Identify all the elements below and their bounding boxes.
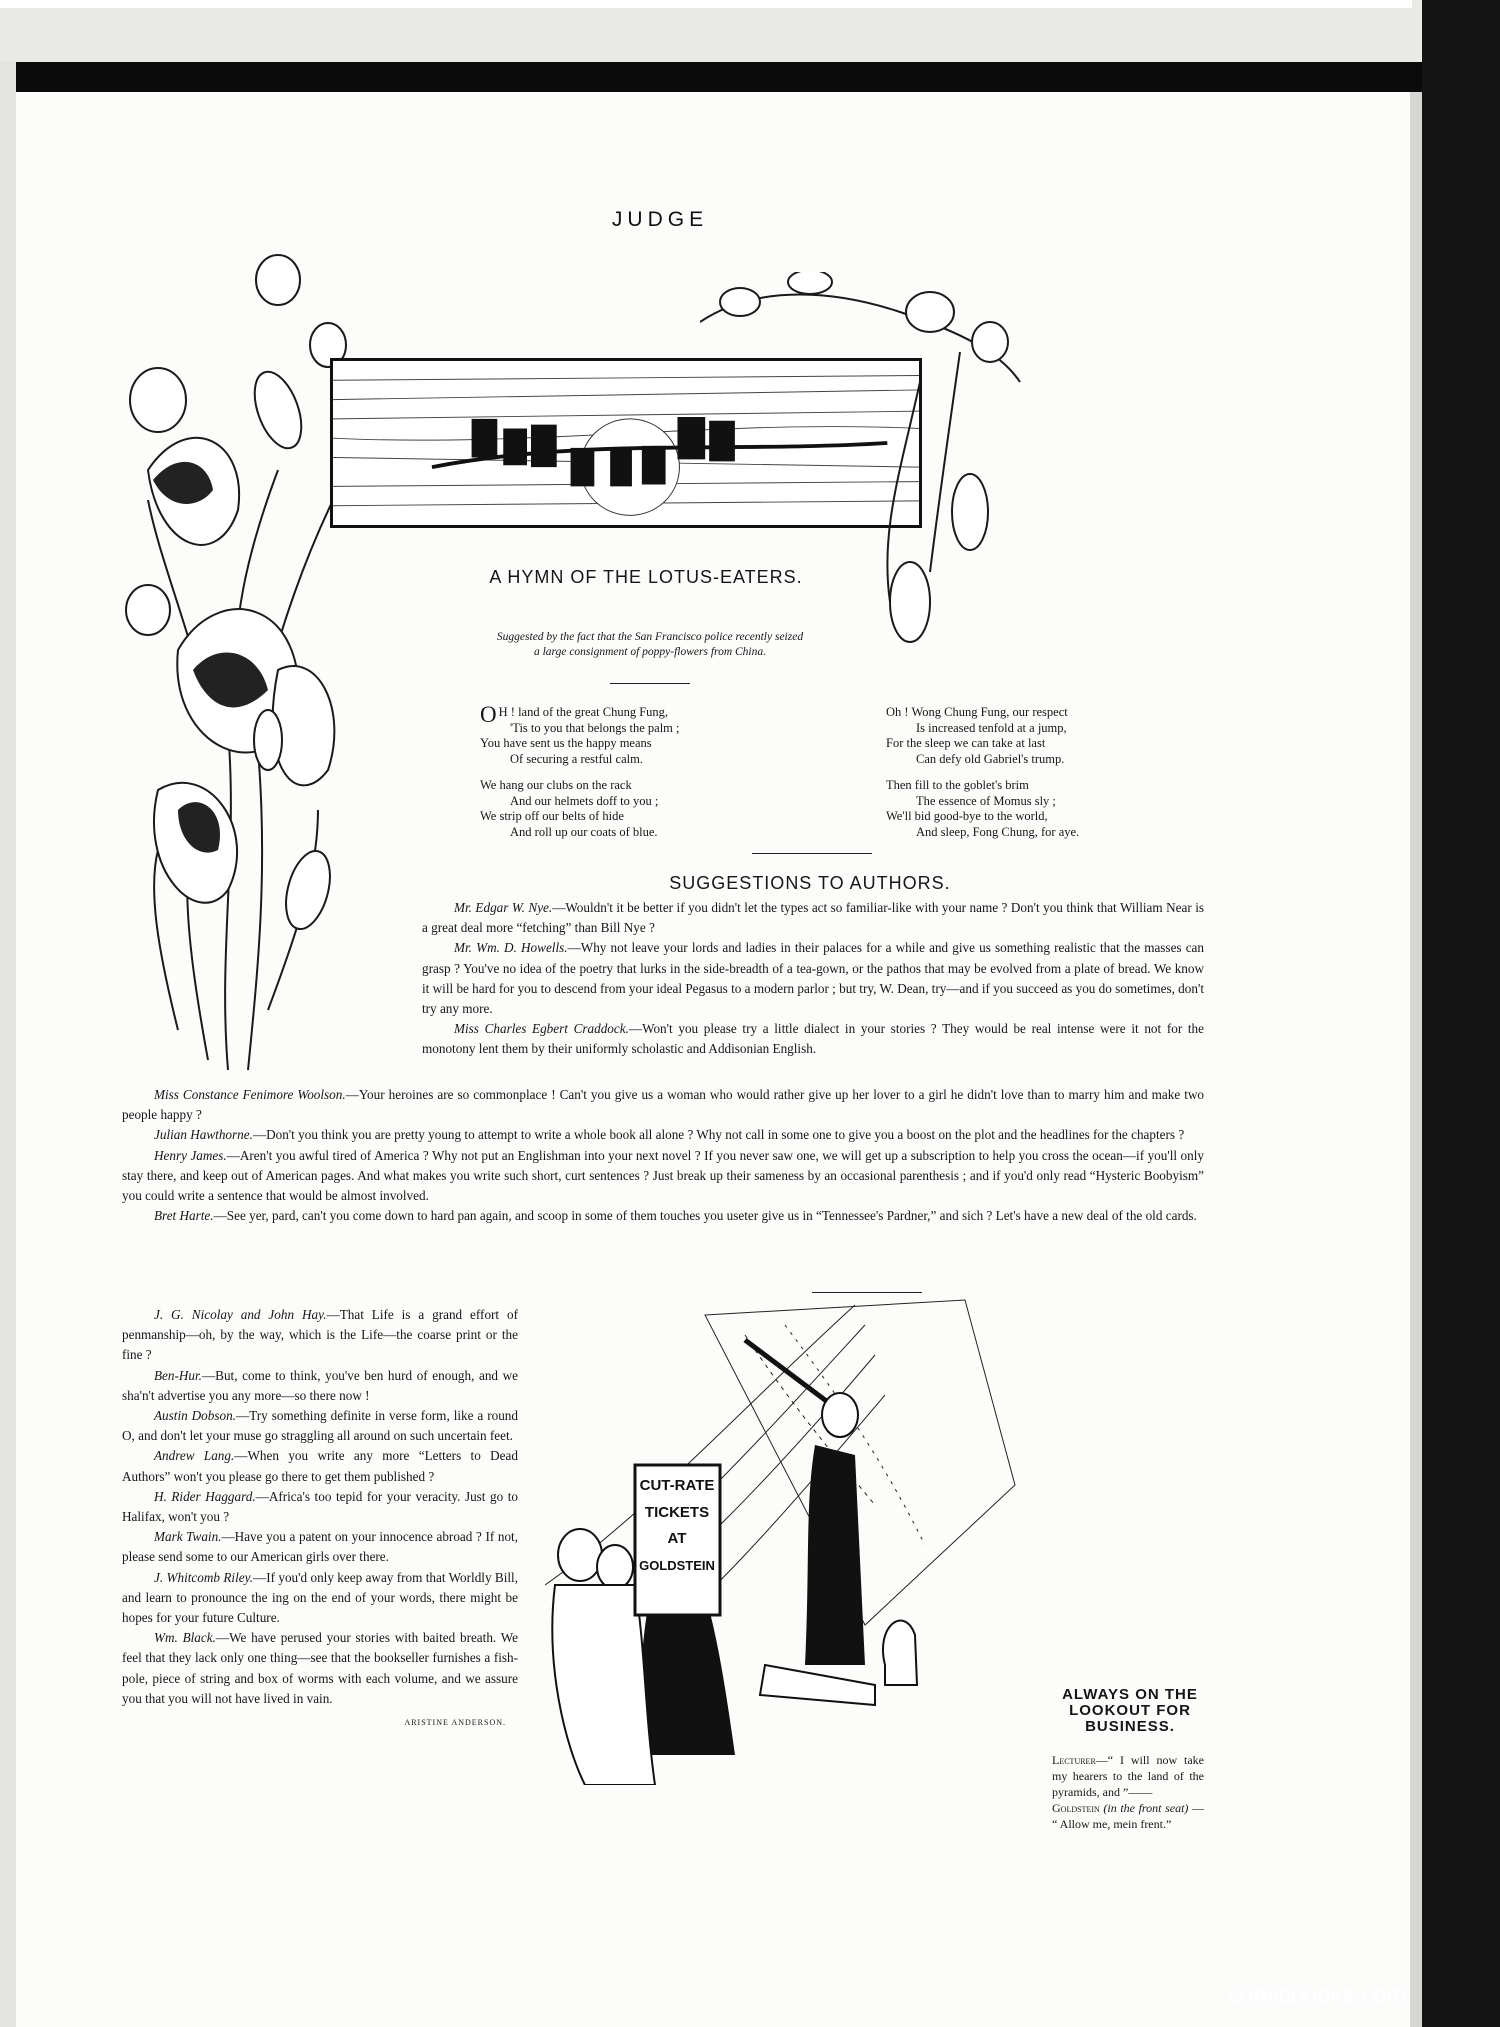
poem-stanza <box>886 705 1146 767</box>
suggestion-text: —If you'd only keep away from that Worldly Bill, and learn to pronounce the ing on the end of your words, there might be hopes for your future Culture. <box>122 1569 519 1626</box>
poem-line: For the sleep we can take at last <box>886 736 1046 750</box>
poem-stanza <box>480 778 740 840</box>
author-name: Ben-Hur. <box>154 1367 202 1383</box>
scan-right-border <box>1422 0 1500 2027</box>
poem-line: And our helmets doff to you ; <box>510 793 659 808</box>
suggestion-paragraph <box>422 1019 1204 1059</box>
author-name: Miss Charles Egbert Craddock. <box>454 1021 629 1037</box>
suggestion-paragraph <box>122 1366 518 1406</box>
poem-line: And sleep, Fong Chung, for aye. <box>916 824 1080 839</box>
suggestion-text: —When you write any more “Letters to Dead Authors” won't you please go there to get them published ? <box>122 1448 518 1484</box>
suggestion-text: —Africa's too tepid for your veracity. Just go to Halifax, won't you ? <box>122 1488 518 1525</box>
author-name: Bret Harte. <box>154 1208 214 1224</box>
suggestion-paragraph <box>122 1406 518 1446</box>
poem-line: Oh ! Wong Chung Fung, our respect <box>886 705 1068 719</box>
author-name: H. Rider Haggard. <box>154 1488 256 1504</box>
suggestions-block-upper <box>422 898 1204 1060</box>
section-title: SUGGESTIONS TO AUTHORS. <box>669 873 951 893</box>
divider-rule <box>610 683 690 684</box>
poem-subtitle <box>420 630 880 660</box>
speaker-label: Lecturer <box>1052 1753 1096 1767</box>
poem-line: H ! land of the great Chung Fung, <box>498 705 669 719</box>
poppy-border-illustration-right <box>700 272 1030 652</box>
author-name: J. Whitcomb Riley. <box>154 1569 254 1585</box>
poem-subtitle-line: a large consignment of poppy-flowers from China. <box>533 646 766 658</box>
poem-line: We hang our clubs on the rack <box>480 778 632 792</box>
suggestions-block-left-column <box>122 1305 518 1733</box>
poem-line: Then fill to the goblet's brim <box>886 778 1029 792</box>
suggestion-text: —Have you a patent on your innocence abroad ? If not, please send some to our American girls over there. <box>122 1529 518 1565</box>
suggestion-paragraph <box>122 1146 1204 1207</box>
poem-line: We'll bid good-bye to the world, <box>886 809 1048 823</box>
suggestion-paragraph <box>122 1305 518 1366</box>
suggestion-text: —Why not leave your lords and ladies in their palaces for a while and give us something realistic that the masses can grasp ? You've no idea of the poetry that lurks in the side-breadth of a tea-gown, or the pathos that may be evolved from a plate of bread. We know it will be hard for you to descend from your ideal Pegasus to a modern parlor ; but try, W. Dean, try—and if you succeed as you do sometimes, don't try any more. <box>422 940 1205 1017</box>
poem-column-right <box>886 705 1146 851</box>
sign-line: TICKETS <box>644 1504 710 1521</box>
suggestions-block-full <box>122 1085 1204 1226</box>
suggestion-paragraph <box>122 1527 518 1567</box>
speaker-label: Goldstein <box>1052 1801 1100 1815</box>
poem-stanza <box>886 778 1146 840</box>
site-watermark: comicbooks.com <box>1228 1982 1407 2009</box>
suggestion-paragraph <box>122 1125 1204 1145</box>
suggestion-paragraph <box>122 1085 1204 1125</box>
scan-left-shadow <box>0 62 16 2027</box>
author-name: Mr. Edgar W. Nye. <box>454 900 553 915</box>
suggestion-paragraph <box>122 1628 518 1709</box>
author-name: Wm. Black. <box>154 1630 216 1646</box>
dialogue-text: — “ Allow me, mein frent.” <box>1052 1801 1205 1831</box>
suggestion-text: —Aren't you awful tired of America ? Why not put an Englishman into your next novel ? If you never saw one, we will get up a subscription to help you cross the ocean—if you'll only stay there, and keep out of American pages. And what makes you write such short, curt sentences ? Just break up their sameness by an occasional parenthesis ; and if you'd only read “Hysteric Boobyism” you could write a sentence that would be almost involved. <box>122 1147 1204 1204</box>
suggestion-paragraph <box>422 938 1204 1019</box>
poem-line: We strip off our belts of hide <box>480 809 624 823</box>
scan-top-edge <box>0 0 1412 8</box>
poem-title: A HYMN OF THE LOTUS-EATERS. <box>489 567 803 587</box>
poem-subtitle-line: Suggested by the fact that the San Francisco police recently seized <box>496 631 804 643</box>
author-name: Mark Twain. <box>154 1529 222 1545</box>
divider-rule <box>752 853 872 854</box>
poem-stanza <box>480 702 740 767</box>
suggestion-paragraph <box>122 1487 518 1527</box>
author-name: Miss Constance Fenimore Woolson. <box>154 1087 346 1102</box>
suggestion-paragraph <box>122 1568 518 1629</box>
suggestion-text: —Don't you think you are pretty young to attempt to write a whole book all alone ? Why not call in some one to give you a boost on the plot and the headlines for the chapters ? <box>252 1127 1185 1143</box>
suggestion-text: —See yer, pard, can't you come down to hard pan again, and scoop in some of them touches you useter give us in “Tennessee's Pardner,” and sich ? Let's have a new deal of the old cards. <box>213 1208 1197 1224</box>
poem-line: Is increased tenfold at a jump, <box>916 720 1067 735</box>
signature: ARISTINE ANDERSON. <box>404 1718 506 1728</box>
dialogue-text: —“ I will now take my hearers to the land of the pyramids, and ”—— <box>1052 1753 1204 1799</box>
suggestion-paragraph <box>122 1446 518 1486</box>
poem-line: 'Tis to you that belongs the palm ; <box>510 720 680 735</box>
poppy-illustration <box>118 250 348 1070</box>
author-name: Henry James. <box>154 1147 227 1163</box>
poem-column-left <box>480 702 740 851</box>
suggestion-paragraph <box>422 898 1204 938</box>
caption-dialogue <box>1052 1752 1204 1800</box>
suggestion-text: —Wouldn't it be better if you didn't let the types act so familiar-like with your name ? Don't you think that William Near is a great deal more “fetching” than Bill Nye ? <box>422 900 1204 936</box>
caption-dialogue <box>1052 1800 1204 1832</box>
suggestion-text: —That Life is a grand effort of penmanship—oh, by the way, which is the Life—the coarse print or the fine ? <box>122 1307 518 1363</box>
poem-line: And roll up our coats of blue. <box>510 824 658 839</box>
masthead: JUDGE <box>611 208 709 231</box>
page-edge <box>1410 92 1422 2027</box>
sign-line: GOLDSTEIN <box>639 1558 715 1573</box>
poem-line: The essence of Momus sly ; <box>916 793 1056 808</box>
sign-line: CUT-RATE <box>639 1477 715 1494</box>
author-name: J. G. Nicolay and John Hay. <box>154 1307 327 1322</box>
cartoon-caption <box>1052 1752 1204 1832</box>
poem-line: Can defy old Gabriel's trump. <box>916 751 1065 766</box>
sign-line: AT <box>667 1530 687 1547</box>
poem-line: Of securing a restful calm. <box>510 751 643 766</box>
stage-direction: (in the front seat) <box>1103 1801 1189 1815</box>
cut-rate-sign <box>635 1465 720 1615</box>
suggestion-text: —Your heroines are so commonplace ! Can't you give us a woman who would rather give up her lover to a girl he didn't love than to marry him and make two people happy ? <box>122 1087 1204 1123</box>
suggestion-text: —Won't you please try a little dialect in your stories ? They would be real intense were it not for the monotony lent them by their uniformly scholastic and Addisonian English. <box>422 1021 1204 1057</box>
scan-top-band <box>0 0 1422 62</box>
poem-dropcap: O <box>480 702 497 727</box>
suggestion-text: —We have perused your stories with baited breath. We feel that they lack only one thing—see that the bookseller furnishes a fish-pole, piece of string and box of worms with each volume, and we assure you that you will not have lived in vain. <box>122 1630 518 1706</box>
author-name: Andrew Lang. <box>154 1448 235 1464</box>
author-name: Austin Dobson. <box>154 1408 236 1424</box>
suggestion-paragraph <box>122 1206 1204 1226</box>
suggestion-text: —But, come to think, you've ben hurd of enough, and we sha'n't advertise you any more—so there now ! <box>122 1367 518 1403</box>
poem-line: You have sent us the happy means <box>480 736 652 750</box>
cartoon-caption-title: ALWAYS ON THE LOOKOUT FOR BUSINESS. <box>1062 1686 1198 1735</box>
suggestion-text: —Try something definite in verse form, like a round O, and don't let your muse go straggling all around on such uncertain feet. <box>122 1408 518 1444</box>
author-name: Julian Hawthorne. <box>154 1127 253 1143</box>
author-name: Mr. Wm. D. Howells. <box>454 940 568 956</box>
